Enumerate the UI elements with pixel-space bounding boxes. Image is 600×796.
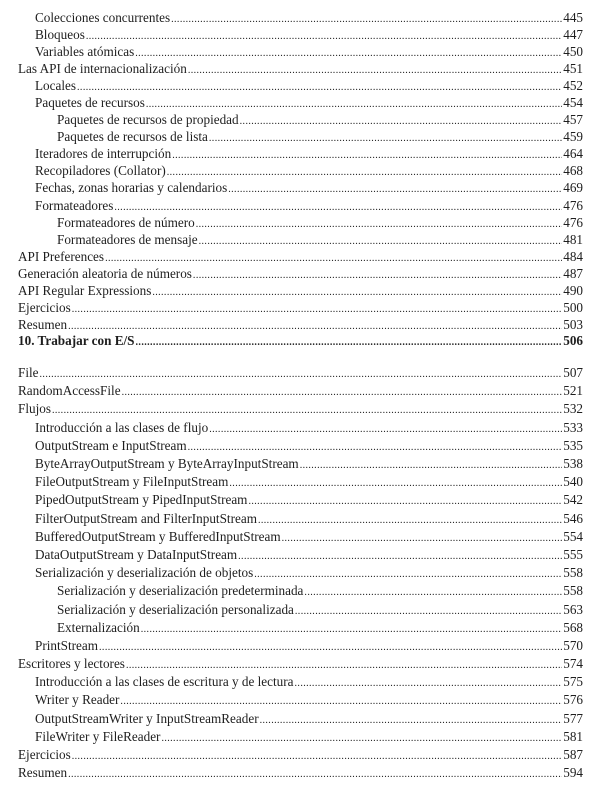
dot-leader [141, 620, 562, 636]
toc-entry[interactable] [18, 582, 583, 600]
entry-title: OutputStreamWriter y InputStreamReader [35, 710, 259, 726]
dot-leader [209, 420, 562, 436]
dot-leader [282, 529, 563, 545]
toc-chapter-10 [18, 364, 583, 782]
entry-page: 594 [563, 765, 583, 781]
entry-title: Iteradores de interrupción [35, 146, 172, 162]
toc-section-continued [18, 9, 583, 334]
toc-entry[interactable] [18, 564, 583, 582]
dot-leader [238, 547, 562, 563]
entry-title: Formateadores de mensaje [57, 231, 198, 247]
entry-title: Formateadores [35, 197, 114, 213]
entry-title: FileWriter y FileReader [35, 728, 161, 744]
entry-title: File [18, 365, 39, 381]
dot-leader [161, 729, 562, 745]
entry-title: Serialización y deserialización de objetos [35, 565, 254, 581]
entry-title: Resumen [18, 317, 68, 333]
entry-title: Generación aleatoria de números [18, 265, 192, 281]
dot-leader [300, 456, 563, 472]
dot-leader [146, 95, 562, 111]
entry-title: Writer y Reader [35, 692, 120, 708]
dot-leader [295, 602, 562, 618]
toc-entry[interactable] [18, 146, 583, 163]
entry-page: 464 [563, 146, 583, 162]
toc-entry[interactable] [18, 491, 583, 509]
entry-page: 538 [563, 456, 583, 472]
entry-title: Ejercicios [18, 300, 71, 316]
dot-leader [114, 198, 562, 214]
toc-entry[interactable] [18, 655, 583, 673]
entry-title: Introducción a las clases de flujo [35, 419, 209, 435]
toc-entry[interactable] [18, 510, 583, 528]
dot-leader [258, 511, 562, 527]
entry-page: 587 [563, 747, 583, 763]
toc-entry[interactable] [18, 214, 583, 231]
entry-page: 533 [563, 419, 583, 435]
entry-page: 476 [563, 197, 583, 213]
toc-entry[interactable] [18, 180, 583, 197]
toc-entry[interactable] [18, 746, 583, 764]
toc-entry[interactable] [18, 163, 583, 180]
entry-page: 500 [563, 300, 583, 316]
entry-page: 447 [563, 26, 583, 42]
toc-entry[interactable] [18, 673, 583, 691]
dot-leader [40, 365, 563, 381]
entry-page: 459 [563, 129, 583, 145]
entry-title: ByteArrayOutputStream y ByteArrayInputStream [35, 456, 299, 472]
entry-title: RandomAccessFile [18, 383, 121, 399]
entry-page: 532 [563, 401, 583, 417]
dot-leader [72, 300, 562, 316]
dot-leader [122, 383, 563, 399]
toc-entry[interactable] [18, 473, 583, 491]
entry-page: 454 [563, 95, 583, 111]
entry-title: Paquetes de recursos de propiedad [57, 112, 239, 128]
entry-title: PipedOutputStream y PipedInputStream [35, 492, 248, 508]
entry-title: Ejercicios [18, 747, 71, 763]
entry-page: 575 [563, 674, 583, 690]
entry-page: 563 [563, 601, 583, 617]
entry-title: OutputStream e InputStream [35, 437, 187, 453]
entry-title: Paquetes de recursos [35, 95, 145, 111]
entry-page: 568 [563, 619, 583, 635]
entry-title: FilterOutputStream and FilterInputStream [35, 510, 257, 526]
entry-page: 481 [563, 231, 583, 247]
entry-page: 476 [563, 214, 583, 230]
toc-entry[interactable] [18, 197, 583, 214]
toc-entry[interactable] [18, 231, 583, 248]
dot-leader [248, 492, 562, 508]
dot-leader [188, 438, 563, 454]
entry-title: BufferedOutputStream y BufferedInputStream [35, 528, 281, 544]
dot-leader [72, 747, 562, 763]
dot-leader [105, 249, 562, 265]
dot-leader [99, 638, 562, 654]
toc-entry[interactable] [18, 710, 583, 728]
dot-leader [171, 10, 562, 26]
entry-page: 507 [563, 365, 583, 381]
dot-leader [260, 711, 563, 727]
entry-page: 542 [563, 492, 583, 508]
entry-title: Las API de internacionalización [18, 60, 187, 76]
entry-title: Serialización y deserialización personalizada [57, 601, 294, 617]
dot-leader [193, 266, 562, 282]
entry-page: 521 [563, 383, 583, 399]
chapter-title: 10. Trabajar con E/S [18, 333, 135, 348]
entry-page: 540 [563, 474, 583, 490]
toc-entry[interactable] [18, 437, 583, 455]
entry-title: Bloqueos [35, 26, 85, 42]
toc-entry[interactable] [18, 265, 583, 282]
toc-entry[interactable] [18, 600, 583, 618]
toc-entry[interactable] [18, 248, 583, 265]
dot-leader [167, 163, 562, 179]
toc-entry[interactable] [18, 728, 583, 746]
entry-title: FileOutputStream y FileInputStream [35, 474, 229, 490]
dot-leader [68, 765, 562, 781]
entry-page: 576 [563, 692, 583, 708]
dot-leader [199, 232, 563, 248]
entry-page: 484 [563, 248, 583, 264]
dot-leader [68, 317, 562, 333]
entry-page: 503 [563, 317, 583, 333]
entry-title: PrintStream [35, 637, 99, 653]
dot-leader [229, 474, 562, 490]
entry-page: 558 [563, 565, 583, 581]
entry-title: Resumen [18, 765, 68, 781]
dot-leader [152, 283, 562, 299]
dot-leader [254, 565, 562, 581]
toc-entry[interactable] [18, 400, 583, 418]
entry-title: Externalización [57, 619, 140, 635]
entry-title: Flujos [18, 401, 51, 417]
dot-leader [228, 180, 562, 196]
entry-title: Formateadores de número [57, 214, 195, 230]
toc-entry[interactable] [18, 77, 583, 94]
toc-entry[interactable] [18, 364, 583, 382]
entry-title: API Preferences [18, 248, 105, 264]
entry-page: 577 [563, 710, 583, 726]
entry-page: 490 [563, 283, 583, 299]
dot-leader [126, 656, 562, 672]
entry-page: 468 [563, 163, 583, 179]
toc-entry[interactable] [18, 43, 583, 60]
dot-leader [188, 61, 562, 77]
dot-leader [135, 44, 562, 60]
entry-title: Variables atómicas [35, 43, 135, 59]
entry-title: Serialización y deserialización predeterminada [57, 583, 304, 599]
toc-entry[interactable] [18, 112, 583, 129]
dot-leader [52, 401, 562, 417]
entry-title: DataOutputStream y DataInputStream [35, 546, 238, 562]
toc-entry[interactable] [18, 691, 583, 709]
entry-page: 574 [563, 656, 583, 672]
entry-page: 457 [563, 112, 583, 128]
entry-page: 469 [563, 180, 583, 196]
dot-leader [77, 78, 562, 94]
entry-page: 450 [563, 43, 583, 59]
entry-title: Locales [35, 77, 77, 93]
toc-entry[interactable] [18, 382, 583, 400]
chapter-heading [18, 332, 583, 350]
entry-page: 570 [563, 637, 583, 653]
entry-page: 451 [563, 60, 583, 76]
entry-page: 581 [563, 728, 583, 744]
entry-title: Escritores y lectores [18, 656, 125, 672]
toc-entry[interactable] [18, 300, 583, 317]
entry-page: 445 [563, 9, 583, 25]
entry-page: 555 [563, 546, 583, 562]
toc-entry[interactable] [18, 619, 583, 637]
dot-leader [304, 583, 562, 599]
toc-entry[interactable] [18, 26, 583, 43]
dot-leader [196, 215, 563, 231]
toc-entry[interactable] [18, 455, 583, 473]
entry-title: Fechas, zonas horarias y calendarios [35, 180, 228, 196]
dot-leader [86, 27, 562, 43]
toc-entry[interactable] [18, 528, 583, 546]
entry-title: Paquetes de recursos de lista [57, 129, 208, 145]
dot-leader [295, 674, 563, 690]
dot-leader [240, 112, 563, 128]
dot-leader [120, 692, 562, 708]
toc-entry[interactable] [18, 60, 583, 77]
toc-entry[interactable] [18, 94, 583, 111]
toc-entry[interactable] [18, 129, 583, 146]
toc-entry[interactable] [18, 764, 583, 782]
toc-entry[interactable] [18, 9, 583, 26]
toc-entry[interactable] [18, 283, 583, 300]
entry-page: 554 [563, 528, 583, 544]
toc-entry[interactable] [18, 637, 583, 655]
entry-title: API Regular Expressions [18, 283, 152, 299]
chapter-page: 506 [563, 333, 583, 348]
entry-page: 535 [563, 437, 583, 453]
dot-leader [136, 333, 563, 349]
entry-page: 452 [563, 77, 583, 93]
toc-entry[interactable] [18, 419, 583, 437]
toc-entry-chapter[interactable] [18, 332, 583, 350]
entry-page: 487 [563, 265, 583, 281]
dot-leader [209, 129, 562, 145]
entry-title: Colecciones concurrentes [35, 9, 171, 25]
entry-page: 546 [563, 510, 583, 526]
entry-title: Introducción a las clases de escritura y de lectura [35, 674, 294, 690]
dot-leader [172, 146, 562, 162]
toc-entry[interactable] [18, 546, 583, 564]
entry-page: 558 [563, 583, 583, 599]
entry-title: Recopiladores (Collator) [35, 163, 166, 179]
